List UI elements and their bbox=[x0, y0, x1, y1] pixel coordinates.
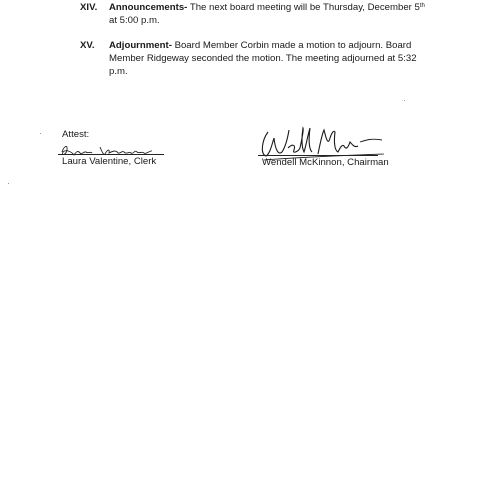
item-number: XIV. bbox=[80, 2, 98, 13]
item-title: Announcements- bbox=[109, 2, 188, 13]
scan-speck bbox=[40, 133, 41, 134]
item-title: Adjournment- bbox=[109, 40, 172, 51]
item-line-1 bbox=[109, 1, 449, 14]
item-body bbox=[109, 39, 449, 78]
scan-speck bbox=[404, 100, 405, 101]
chairman-signature-line bbox=[258, 155, 378, 156]
clerk-signature-line bbox=[58, 154, 164, 155]
chairman-name: Wendell McKinnon, Chairman bbox=[262, 157, 389, 168]
item-text-1: The next board meeting will be Thursday, December 5 bbox=[189, 2, 420, 13]
item-text-3: p.m. bbox=[109, 66, 128, 77]
ordinal-suffix: th bbox=[419, 3, 425, 9]
attest-label: Attest: bbox=[62, 129, 90, 140]
scan-speck bbox=[8, 183, 9, 184]
item-body bbox=[109, 1, 449, 27]
item-text-1: Board Member Corbin made a motion to adjourn. Board bbox=[174, 40, 412, 51]
item-line-1 bbox=[109, 39, 449, 52]
clerk-name: Laura Valentine, Clerk bbox=[62, 156, 157, 167]
item-number: XV. bbox=[80, 40, 95, 51]
item-text-2: Member Ridgeway seconded the motion. The meeting adjourned at 5:32 bbox=[109, 53, 417, 64]
item-text-2: at 5:00 p.m. bbox=[109, 15, 160, 26]
